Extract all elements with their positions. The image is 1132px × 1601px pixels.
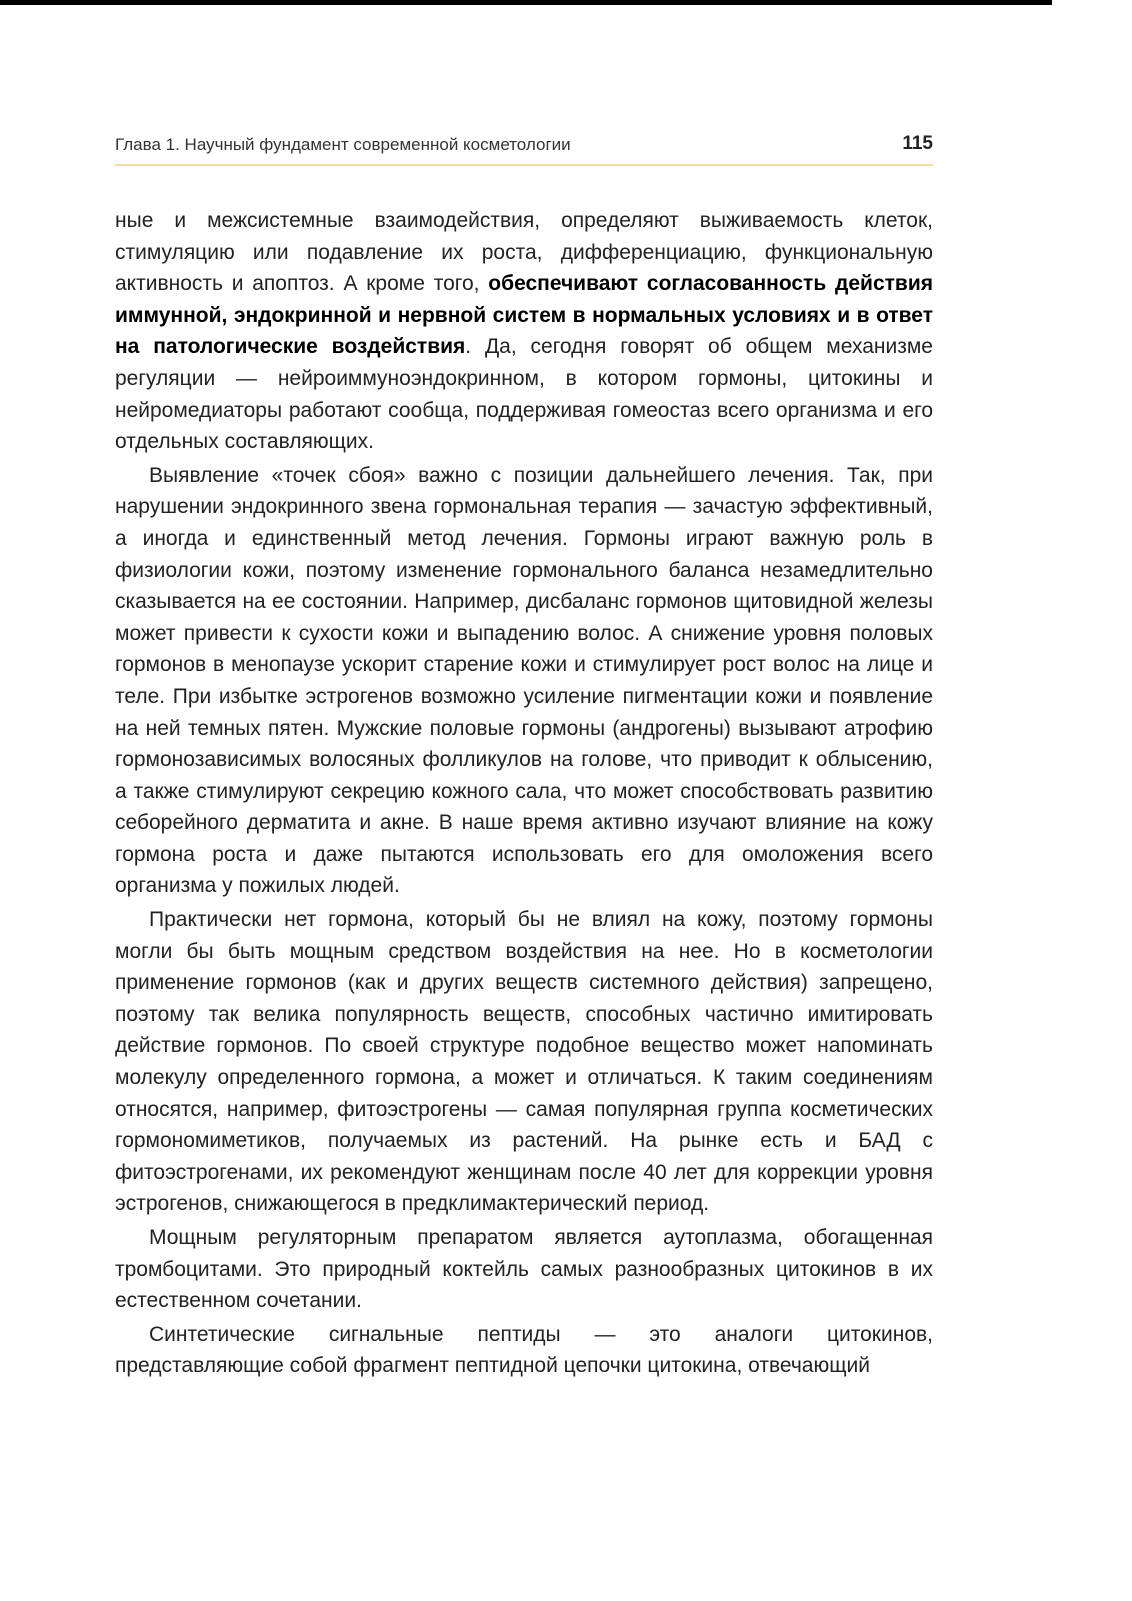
paragraph-3: Практически нет гормона, который бы не влиял на кожу, поэтому гормоны могли бы быть мощным средством воздействия на нее. Но в косметологии применение гормонов (как и других веществ системного действия) запрещено, поэтому так велика популярность веществ, способных частично имитировать действие гормонов. По своей структуре подобное вещество может напоминать молекулу определенного гормона, а может и отличаться. К таким соединениям относятся, например, фитоэстрогены — самая популярная группа косметических гормономиметиков, получаемых из растений. На рынке есть и БАД с фитоэстрогенами, их рекомендуют женщинам после 40 лет для коррекции уровня эстрогенов, снижающегося в предклимактерический период.	[115, 908, 933, 1216]
paragraph-2: Выявление «точек сбоя» важно с позиции дальнейшего лечения. Так, при нарушении эндокринного звена гормональная терапия — зачастую эффективный, а иногда и единственный метод лечения. Гормоны играют важную роль в физиологии кожи, поэтому изменение гормонального баланса незамедлительно сказывается на ее состоянии. Например, дисбаланс гормонов щитовидной железы может привести к сухости кожи и выпадению волос. А снижение уровня половых гормонов в менопаузе ускорит старение кожи и стимулирует рост волос на лице и теле. При избытке эстрогенов возможно усиление пигментации кожи и появление на ней темных пятен. Мужские половые гормоны (андрогены) вызывают атрофию гормонозависимых волосяных фолликулов на голове, что приводит к облысению, а также стимулируют секрецию кожного сала, что может способствовать развитию себорейного дерматита и акне. В наше время активно изучают влияние на кожу гормона роста и даже пытаются использовать его для омоложения всего организма у пожилых людей.	[115, 463, 933, 898]
paragraph-1-text-start: ные и межсистемные взаимодействия, определяют выживаемость клеток, стимуляцию или подавление их роста, дифференциацию, функциональную активность и апоптоз. А кроме того,	[115, 209, 933, 296]
paragraph-5: Синтетические сигнальные пептиды — это аналоги цитокинов, представляющие собой фрагмент пептидной цепочки цитокина, отвечающий	[115, 1322, 933, 1378]
paragraph-4: Мощным регуляторным препаратом является аутоплазма, обогащенная тромбоцитами. Это природный коктейль самых разнообразных цитокинов в их естественном сочетании.	[115, 1226, 933, 1313]
paragraph-1-bold-text: обеспечивают согласованность действия иммунной, эндокринной и нервной систем в нормальных условиях и в ответ на патологические воздействия	[115, 272, 933, 359]
body-text	[115, 205, 933, 1384]
paragraph-1-text-end: . Да, сегодня говорят об общем механизме регуляции — нейроиммуноэндокринном, в котором гормоны, цитокины и нейромедиаторы работают сообща, поддерживая гомеостаз всего организма и его отдельных составляющих.	[115, 335, 933, 454]
running-head	[115, 134, 933, 166]
paragraph-1	[115, 205, 933, 458]
top-border-bar	[0, 0, 1052, 5]
page-number: 115	[902, 133, 933, 154]
running-title: Глава 1. Научный фундамент современной косметологии	[115, 135, 571, 154]
